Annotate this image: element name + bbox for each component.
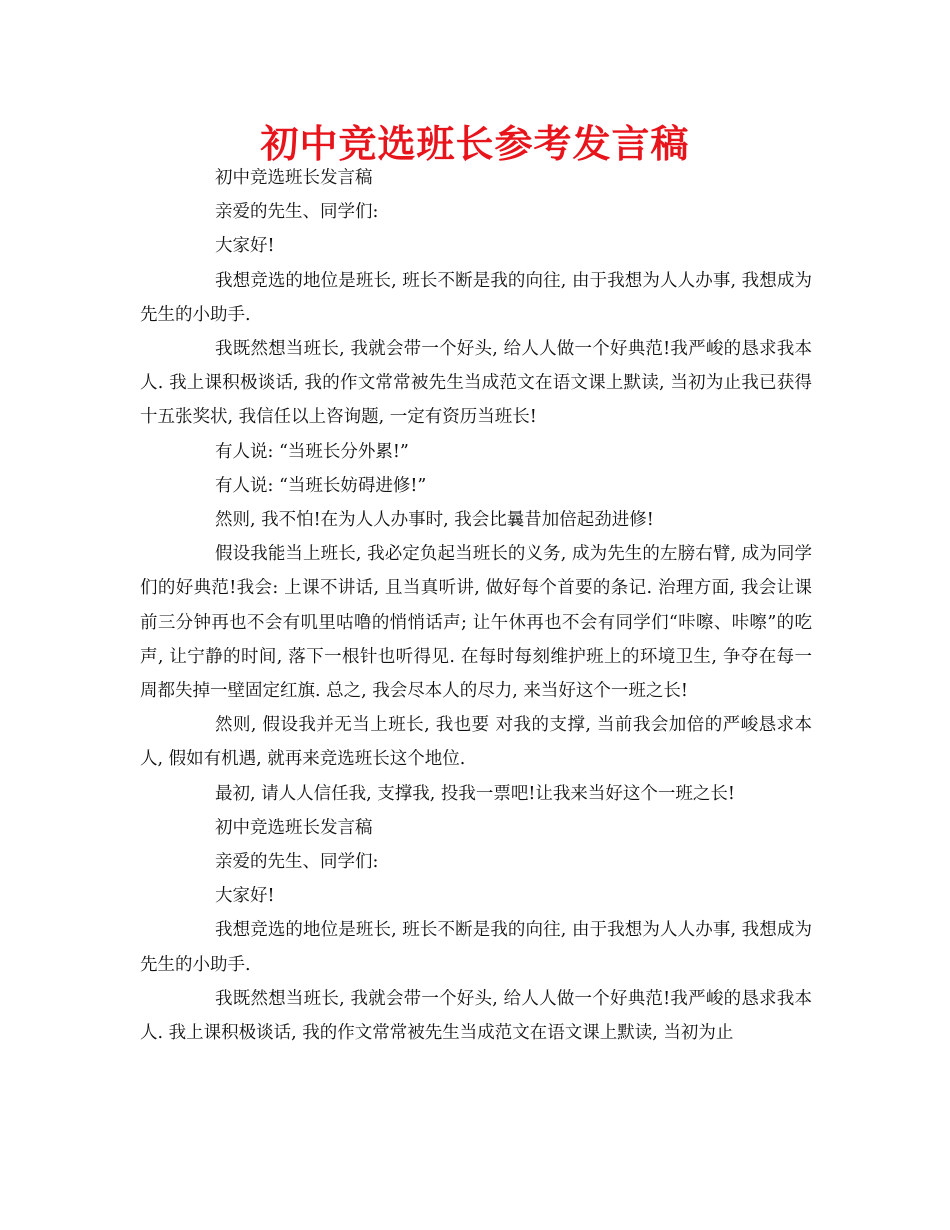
- document-title: 初中竞选班长参考发言稿: [260, 122, 690, 166]
- paragraph: 有人说: “当班长分外累!”: [215, 441, 409, 462]
- paragraph: 然则, 我不怕!在为人人办事时, 我会比曩昔加倍起劲进修!: [215, 510, 654, 531]
- paragraph: 大家好!: [215, 236, 275, 257]
- paragraph: 大家好!: [215, 886, 275, 907]
- paragraph: 有人说: “当班长妨碍进修!”: [215, 475, 427, 496]
- paragraph: 我既然想当班长, 我就会带一个好头, 给人人做一个好典范!我严峻的恳求我本人. 我上课积极谈话, 我的作文常常被先生当成范文在语文课上默读, 当初为止我已获得十五张奖状, 我信任以上咨询题, 一定有资历当班长!: [140, 339, 812, 428]
- paragraph: 我想竞选的地位是班长, 班长不断是我的向往, 由于我想为人人办事, 我想成为先生的小助手.: [140, 920, 812, 975]
- paragraph: 然则, 假设我并无当上班长, 我也要 对我的支撑, 当前我会加倍的严峻恳求本人, 假如有机遇, 就再来竞选班长这个地位.: [140, 715, 812, 770]
- document-body: [140, 161, 812, 1050]
- paragraph: 我想竞选的地位是班长, 班长不断是我的向往, 由于我想为人人办事, 我想成为先生的小助手.: [140, 270, 812, 325]
- paragraph: 最初, 请人人信任我, 支撑我, 投我一票吧!让我来当好这个一班之长!: [215, 783, 735, 804]
- paragraph: 亲爱的先生、同学们:: [215, 852, 379, 873]
- paragraph: 亲爱的先生、同学们:: [215, 202, 379, 223]
- paragraph: 初中竞选班长发言稿: [215, 817, 373, 838]
- paragraph: 假设我能当上班长, 我必定负起当班长的义务, 成为先生的左膀右臂, 成为同学们的好典范!我会: 上课不讲话, 且当真听讲, 做好每个首要的条记. 治理方面, 我会让课前三分钟再也不会有叽里咕噜的悄悄话声; 让午休再也不会有同学们“咔嚓、咔嚓”的吃声, 让宁静的时间, 落下一根针也听得见. 在每时每刻维护班上的环境卫生, 争夺在每一周都失掉一壁固定红旗. 总之, 我会尽本人的尽力, 来当好这个一班之长!: [140, 544, 812, 702]
- paragraph: 我既然想当班长, 我就会带一个好头, 给人人做一个好典范!我严峻的恳求我本人. 我上课积极谈话, 我的作文常常被先生当成范文在语文课上默读, 当初为止: [140, 988, 812, 1044]
- paragraph: 初中竞选班长发言稿: [215, 168, 373, 188]
